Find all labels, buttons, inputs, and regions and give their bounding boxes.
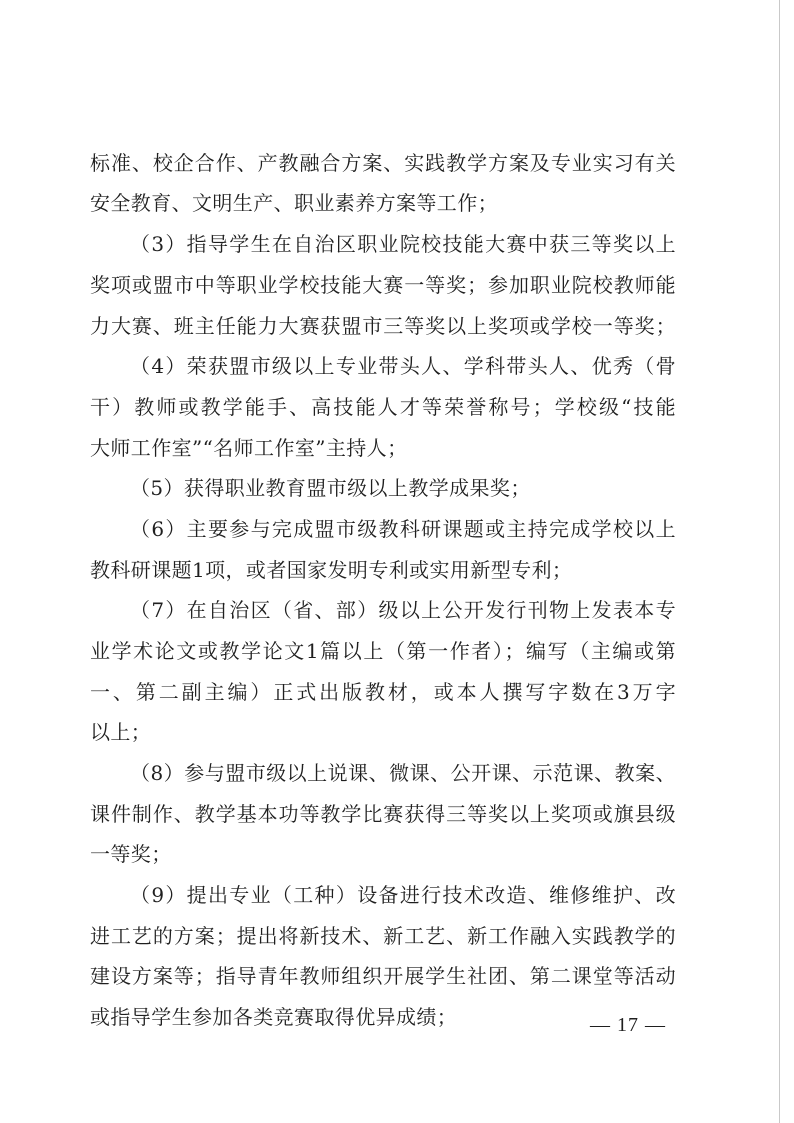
text-line-18: 一等奖； <box>90 842 172 866</box>
text-line-20: 进工艺的方案；提出将新技术、新工艺、新工作融入实践教学的 <box>90 924 676 948</box>
text-line-3: （3）指导学生在自治区职业院校技能大赛中获三等奖以上 <box>130 232 676 256</box>
text-line-22: 或指导学生参加各类竞赛取得优异成绩； <box>90 1005 458 1029</box>
text-line-9: （5）获得职业教育盟市级以上教学成果奖； <box>130 476 531 500</box>
text-line-6: （4）荣获盟市级以上专业带头人、学科带头人、优秀（骨 <box>130 354 676 378</box>
text-line-19: （9）提出专业（工种）设备进行技术改造、维修维护、改 <box>130 883 676 907</box>
text-line-7: 干）教师或教学能手、高技能人才等荣誉称号；学校级“技能 <box>90 395 676 419</box>
text-line-11: 教科研课题1项，或者国家发明专利或实用新型专利； <box>90 558 573 582</box>
page-number: — 17 — <box>590 1014 666 1036</box>
text-line-4: 奖项或盟市中等职业学校技能大赛一等奖；参加职业院校教师能 <box>90 273 676 297</box>
text-line-1: 标准、校企合作、产教融合方案、实践教学方案及专业实习有关 <box>90 151 676 175</box>
text-line-13: 业学术论文或教学论文1篇以上（第一作者）；编写（主编或第 <box>90 639 676 663</box>
text-line-16: （8）参与盟市级以上说课、微课、公开课、示范课、教案、 <box>130 761 676 785</box>
text-line-15: 以上； <box>90 720 152 744</box>
text-line-8: 大师工作室”“名师工作室”主持人； <box>90 436 408 460</box>
text-line-14: 一、第二副主编）正式出版教材，或本人撰写字数在3万字 <box>90 680 676 704</box>
scan-edge-line <box>779 0 780 1123</box>
text-line-21: 建设方案等；指导青年教师组织开展学生社团、第二课堂等活动 <box>90 964 676 988</box>
text-line-17: 课件制作、教学基本功等教学比赛获得三等奖以上奖项或旗县级 <box>90 802 676 826</box>
text-line-10: （6）主要参与完成盟市级教科研课题或主持完成学校以上 <box>130 517 676 541</box>
text-line-5: 力大赛、班主任能力大赛获盟市三等奖以上奖项或学校一等奖； <box>90 314 676 338</box>
text-line-12: （7）在自治区（省、部）级以上公开发行刊物上发表本专 <box>130 598 676 622</box>
text-line-2: 安全教育、文明生产、职业素养方案等工作； <box>90 191 498 215</box>
